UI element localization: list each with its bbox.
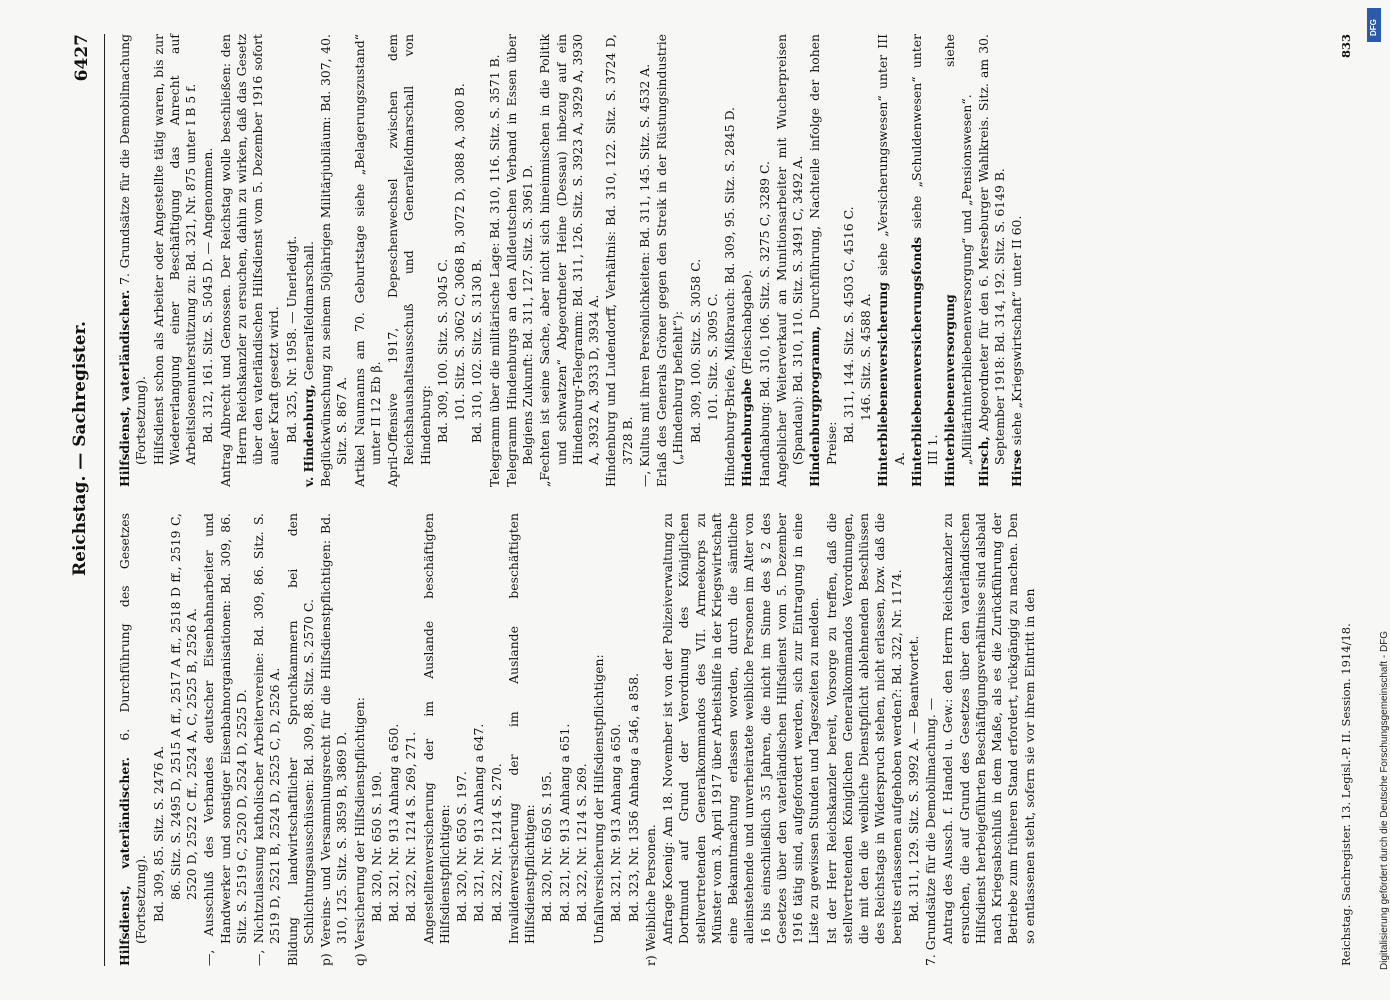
index-entry [117, 513, 150, 966]
footer-signature: Reichstag. Sachregister. 13. Legisl.-P. II. Session. 1914/18. [1339, 623, 1353, 966]
entry-text: Bd. 321, Nr. 913 Anhang a 650. [608, 723, 624, 922]
entry-text: Bd. 320, Nr. 650 S. 197. [454, 771, 469, 922]
digitization-credit: Digitalisierung gefördert durch die Deutsche Forschungsgemeinschaft - DFG [1379, 630, 1390, 970]
index-entry [942, 34, 975, 487]
entry-text: Bd. 322, Nr. 1214 S. 269, 271. [403, 731, 419, 922]
entry-text: Artikel Naumanns am 70. Geburtstage siehe „Belagerungszustand“ unter II 12 Eb β. [351, 34, 383, 487]
entry-keyword: v. Hindenburg, [300, 384, 316, 487]
index-entry [626, 513, 642, 966]
entry-text: Anfrage Koenig: Am 18. November ist von der Polizeiverwaltung zu Dortmund auf Grund der Verordnung des Königlichen stellvertretenden Generalkommandos des VII. Armeekorps zu Münster vom 3. April 1917 über Arbeitshilfe in der Kriegswirtschaft eine Bekanntmachung erlassen worden, durch die sämtliche alleinstehende und unverheiratete weibliche Personen im Alter von 16 bis einschließlich 35 Jahren, die nicht im Sinne des § 2 des Gesetzes über den vaterländischen Hilfsdienst vom 5. Dezember 1916 tätig sind, aufgefordert werden, sich zur Eintragung in eine Liste zu gewissen Stunden und Tageszeiten zu melden. [660, 513, 822, 944]
index-entry [757, 34, 773, 487]
index-entry [117, 34, 150, 487]
entry-text: p) Vereins- und Versammlungsrecht für die Hilfsdienstpflichtigen: Bd. 310, 125. Sitz. S. 3859 B, 3869 D. [318, 513, 350, 966]
index-entry [218, 34, 283, 487]
right-column [117, 34, 1347, 487]
index-entry [385, 34, 434, 487]
entry-text: „Fechten ist seine Sache, aber nicht sich hineinmischen in die Politik und schwatzen“ Abgeordneter Heine (Dessau) inbezug auf ein Hindenburg-Telegramm: Bd. 311, 126. Sitz. S. 3923 A, 3929 A, 3930 A, 3932 A, 3933 D, 3934 A. [537, 34, 601, 487]
entry-text: Bd. 320, Nr. 650 S. 195. [539, 771, 555, 922]
index-entry [301, 34, 317, 487]
index-entry [875, 34, 908, 487]
entry-keyword: Hindenburgabe [739, 378, 755, 487]
index-entry [591, 513, 607, 966]
entry-text: Bd. 311, 129. Sitz. S. 3992 A. — Beantwortet. [905, 635, 921, 922]
entry-text: siehe „Kriegswirtschaft“ unter II 60. [1009, 215, 1025, 450]
entry-text: siehe „Schuldenwesen“ unter III 1. [908, 34, 940, 465]
entry-text: 101. Sitz. S. 3062 C, 3068 B, 3072 D, 3088 A, 3080 B. [452, 83, 467, 421]
index-entry [318, 34, 351, 487]
index-entry [168, 513, 201, 966]
index-entry [369, 513, 385, 966]
entry-text: 86. Sitz. S. 2495 D, 2515 A ff., 2517 A ff., 2518 D ff., 2519 C, 2520 D, 2522 C ff., 2524 A, C, 2525 B, 2526 A. [167, 513, 199, 900]
index-entry [688, 34, 704, 487]
entry-text: Durchführung, Nachteile infolge der hohen Preise: [807, 34, 839, 465]
index-entry [654, 34, 687, 487]
entry-text: —, Kultus mit ihren Persönlichkeiten: Bd. 311, 145. Sitz. S. 4532 A. [636, 63, 652, 487]
index-entry [643, 513, 659, 966]
index-entry [824, 513, 905, 966]
entry-text: Generalfeldmarschall. [300, 241, 316, 385]
index-entry [739, 34, 755, 487]
entry-text: 7. Grundsätze für die Demobilmachung. — [923, 697, 938, 966]
entry-text: Ist der Herr Reichskanzler bereit, Vorsorge zu treffen, daß die stellvertretenden Königlichen Generalkommandos Verordnungen, die mit den die weibliche Dienstpflicht ablehnenden Beschlüssen des Reichstags in Widerspruch stehen, nicht erlassen, bzw. daß die bereits erlassenen aufgehoben werden?: Bd. 322, Nr. 1174. [823, 513, 904, 944]
index-entry [489, 513, 505, 966]
index-entry [858, 34, 874, 487]
entry-text: Abgeordneter für den 6. Merseburger Wahlkreis. Sitz. am 30. September 1918: Bd. 314, 192. Sitz. S. 6149 B. [975, 34, 1007, 465]
dfg-logo: DFG [1367, 8, 1381, 42]
entry-text: Telegramm Hindenburgs an den Alldeutschen Verband in Essen über Belgiens Zukunft: Bd. 311, 127. Sitz. S. 3961 D. [503, 34, 535, 487]
entry-text: Bd. 309, 100. Sitz. S. 3045 C. [434, 258, 450, 443]
entry-text: 6. Durchführung des Gesetzes (Fortsetzung). [117, 513, 149, 944]
index-entry [1009, 34, 1025, 487]
index-entry [608, 513, 624, 966]
entry-text: (Fleischabgabe). [739, 269, 755, 379]
index-entry [200, 34, 216, 487]
index-entry [537, 34, 602, 487]
entry-keyword: Hilfsdienst, vaterländischer. [117, 289, 132, 487]
entry-text: r) Weibliche Personen. [642, 824, 658, 966]
entry-text: Erlaß des Generals Gröner gegen den Streik in der Rüstungsindustrie („Hindenburg befiehlt“): [654, 34, 686, 487]
entry-text: Hindenburg-Briefe, Mißbrauch: Bd. 309, 95. Sitz. S. 2845 D. [722, 107, 737, 487]
entry-keyword: Hilfsdienst, vaterländischer. [117, 757, 132, 966]
entry-text: Bd. 322, Nr. 1214 S. 269. [573, 763, 589, 922]
entry-text: Bd. 312, 161. Sitz. S. 5045 D. — Angenommen. [200, 147, 216, 443]
entry-text: Bd. 321, Nr. 913 Anhang a 650. [386, 723, 401, 922]
index-entry [352, 34, 385, 487]
entry-text: Beglückwünschung zu seinem 50jährigen Militärjubiläum: Bd. 307, 40. Sitz. S. 867 A. [318, 34, 350, 487]
index-entry [151, 34, 200, 487]
index-entry [940, 513, 1038, 966]
entry-text: Antrag Albrecht und Genossen. Der Reichstag wolle beschließen: den Herrn Reichskanzler zu ersuchen, dahin zu wirken, daß das Gesetz über den vaterländischen Hilfsdienst vom 5. Dezember 1916 sofort außer Kraft gesetzt wird. [217, 34, 282, 487]
index-entry [386, 513, 402, 966]
entry-text: Bd. 325, Nr. 1958. — Unerledigt. [283, 235, 299, 443]
entry-keyword: Hindenburgprogramm, [807, 325, 823, 487]
index-entry [539, 513, 555, 966]
index-entry [151, 513, 167, 966]
index-entry [705, 34, 721, 487]
index-entry [506, 513, 539, 966]
entry-keyword: Hirse [1009, 449, 1025, 487]
index-entry [574, 513, 590, 966]
index-entry [421, 513, 454, 966]
entry-text: Invalidenversicherung der im Auslande beschäftigten Hilfsdienstpflichtigen: [505, 513, 537, 944]
index-entry [471, 513, 487, 966]
left-column [117, 513, 1347, 966]
entry-text: Bd. 309, 85. Sitz. S. 2476 A. [150, 745, 166, 922]
index-entry [251, 513, 284, 966]
index-entry [454, 513, 470, 966]
index-entry [557, 513, 573, 966]
sheet-number: 833 [1339, 34, 1353, 59]
entry-text: Bd. 320, Nr. 650 S. 190. [368, 771, 384, 922]
entry-text: Bd. 321, Nr. 913 Anhang a 647. [471, 723, 487, 922]
index-entry [774, 34, 807, 487]
index-entry [906, 513, 922, 966]
entry-text: Bd. 322, Nr. 1214 S. 270. [488, 763, 504, 922]
entry-text: Bd. 310, 102. Sitz. S. 3130 B. [469, 258, 485, 443]
index-entry [504, 34, 537, 487]
index-entry [603, 34, 636, 487]
index-entry [352, 513, 368, 966]
index-entry [452, 34, 468, 487]
running-head: Reichstag. — Sachregister. [70, 321, 90, 576]
entry-text: Handhabung: Bd. 310, 106. Sitz. S. 3275 C, 3289 C. [756, 161, 772, 487]
entry-text: siehe „Versicherungswesen“ unter III A. [875, 34, 907, 465]
entry-text: Antrag des Aussch. f. Handel u. Gew.: den Herrn Reichskanzler zu ersuchen, die auf Grund des Gesetzes über den vaterländischen Hilfsdienst herbeigeführten Beschäftigungsverhältnisse sind alsbald nach Kriegsabschluß in dem Maße, als es die Zurückführung der Betriebe zum früheren Stand erfordert, rückgängig zu machen. Den so entlassenen steht, sofern sie vor ihrem Eintritt in den [940, 513, 1037, 944]
index-entry [722, 34, 738, 487]
index-entry [201, 513, 250, 966]
page-number: 6427 [72, 34, 92, 82]
entry-text: 7. Grundsätze für die Demobilmachung (Fortsetzung). [117, 34, 149, 465]
entry-text: —, Ausschluß des Verbandes deutscher Eisenbahnarbeiter und Handwerker und sonstiger Eisenbahnorganisationen: Bd. 309, 86. Sitz. S. 2519 C, 2520 D, 2524 D, 2525 D. [201, 513, 249, 966]
entry-text: Bildung landwirtschaftlicher Spruchkammern bei den Schlichtungsausschüssen: Bd. 309, 88. Sitz. S. 2570 C. [284, 513, 316, 966]
entry-text: Bd. 323, Nr. 1356 Anhang a 546, a 858. [625, 672, 641, 922]
entry-text: siehe „Militärhinterbliebenenversorgung“ und „Pensionswesen“. [942, 34, 974, 465]
entry-text: Hindenburg und Ludendorff, Verhältnis: Bd. 310, 122. Sitz. S. 3724 D, 3728 B. [603, 34, 635, 487]
index-entry [976, 34, 1009, 487]
entry-text: Telegramm über die militärische Lage: Bd. 310, 116. Sitz. S. 3571 B. [486, 54, 502, 487]
entry-text: Angestelltenversicherung der im Auslande beschäftigten Hilfsdienstpflichtigen: [420, 513, 452, 944]
entry-keyword: Hinterbliebenenversicherungsfonds [908, 236, 924, 487]
index-entry [403, 513, 419, 966]
entry-text: Bd. 309, 100. Sitz. S. 3058 C. [687, 258, 703, 443]
index-entry [487, 34, 503, 487]
entry-text: Angeblicher Weiterverkauf an Munitionsarbeiter mit Wucherpreisen (Spandau): Bd. 310, 110. Sitz. S. 3491 C, 3492 A. [773, 34, 805, 487]
index-entry [318, 513, 351, 966]
entry-text: April-Offensive 1917, Depeschenwechsel zwischen dem Reichshaushaltsausschuß und Generalfeldmarschall von Hindenburg: [385, 34, 433, 487]
index-entry [284, 34, 300, 487]
entry-keyword: Hinterbliebenenversorgung [942, 294, 958, 487]
entry-keyword: Hirsch, [975, 436, 991, 487]
entry-text: 101. Sitz. S. 3095 C. [704, 293, 720, 421]
entry-text: Unfallversicherung der Hilfsdienstpflichtigen: [591, 654, 606, 944]
index-entry [923, 513, 939, 966]
entry-text: —, Nichtzulassung katholischer Arbeitervereine: Bd. 309, 86. Sitz. S. 2519 D, 2521 B, 2524 D, 2525 C, D, 2526 A. [251, 513, 283, 966]
index-entry [841, 34, 857, 487]
entry-text: 146. Sitz. S. 4588 A. [858, 293, 873, 421]
entry-text: q) Versicherung der Hilfsdienstpflichtigen: [351, 697, 367, 966]
entry-text: Bd. 311, 144. Sitz. S. 4503 C, 4516 C. [840, 206, 856, 443]
index-entry [637, 34, 653, 487]
page-header [70, 34, 105, 966]
index-entry [469, 34, 485, 487]
entry-text: Hilfsdienst schon als Arbeiter oder Angestellte tätig waren, bis zur Wiedererlangung einer Beschäftigung das Anrecht auf Arbeitslosenunterstützung zu: Bd. 321, Nr. 875 unter I B 5 f. [150, 34, 198, 465]
index-entry [807, 34, 840, 487]
index-entry [285, 513, 318, 966]
index-entry [435, 34, 451, 487]
index-entry [660, 513, 823, 966]
entry-text: Bd. 321, Nr. 913 Anhang a 651. [556, 723, 572, 922]
index-entry [909, 34, 942, 487]
entry-keyword: Hinterbliebenenversicherung [875, 282, 891, 487]
